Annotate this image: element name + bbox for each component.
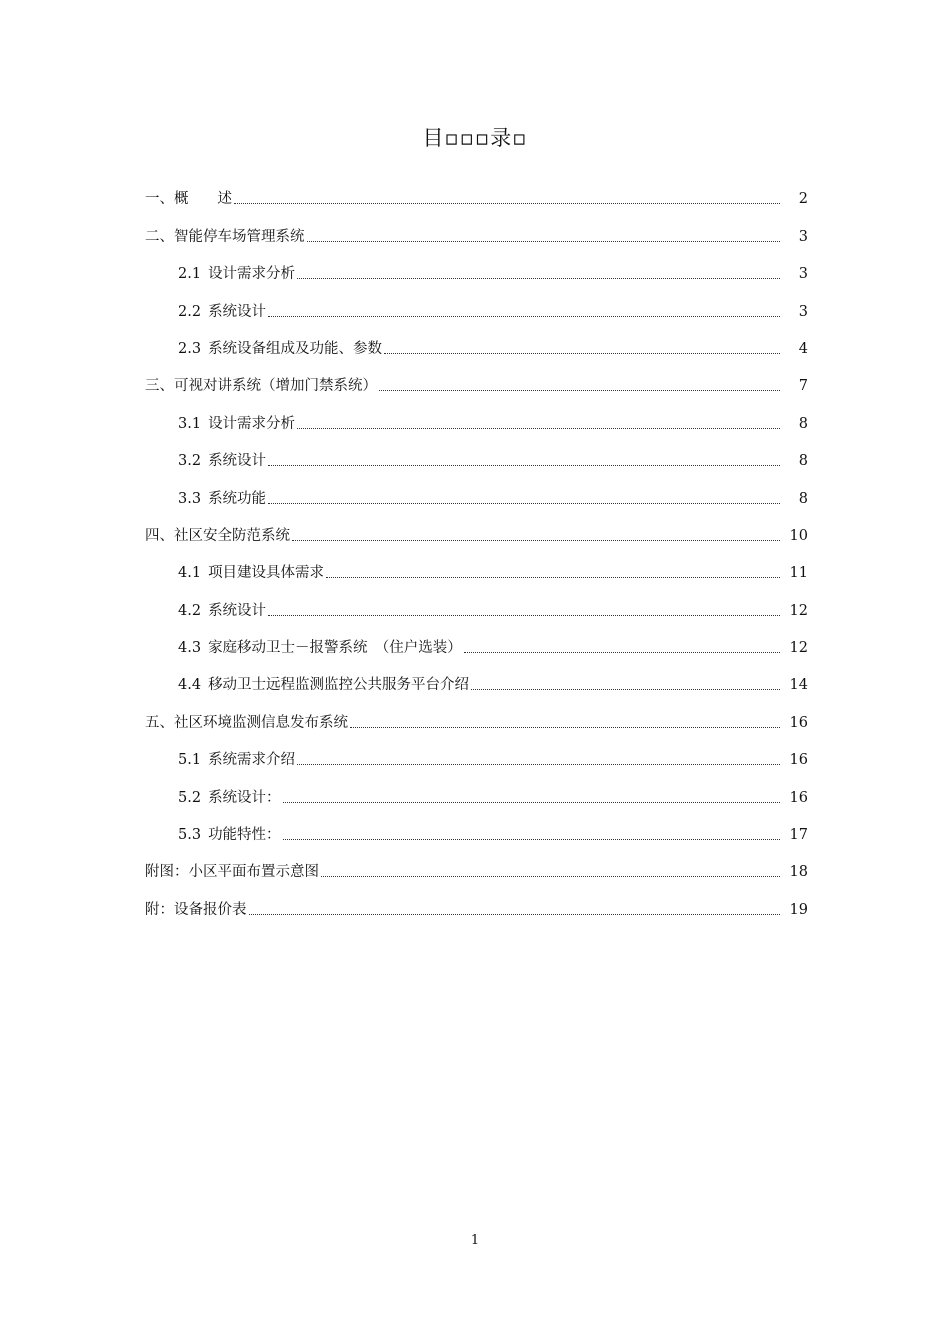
dot-leader (307, 241, 781, 242)
toc-entry-number: 4.3 (178, 640, 202, 657)
toc-entry-page: 7 (798, 378, 808, 395)
toc-entry-page: 10 (789, 527, 808, 544)
toc-entry-number: 4.1 (178, 565, 202, 582)
toc-entry-page: 12 (789, 640, 808, 657)
toc-entry-label: 四、社区安全防范系统 (145, 527, 290, 544)
toc-entry[interactable] (145, 171, 808, 208)
toc-entry-number: 3.3 (178, 490, 202, 507)
toc-entry-label: 一、概 述 (145, 191, 232, 208)
toc-entry-page: 2 (798, 191, 808, 208)
dot-leader (297, 278, 780, 279)
dot-leader (379, 390, 780, 391)
toc-entry-label: 系统设计 (208, 303, 267, 320)
dot-leader (283, 839, 780, 840)
dot-leader (350, 727, 780, 728)
toc-entry-number: 5.1 (178, 752, 202, 769)
toc-entry-label: 系统需求介绍 (208, 752, 296, 769)
toc-entry[interactable] (145, 844, 808, 881)
toc-title: 目▫▫▫录▫ (422, 126, 528, 150)
toc-entry-label: 系统设备组成及功能、参数 (208, 340, 383, 357)
toc-entry-label: 二、智能停车场管理系统 (145, 228, 305, 245)
page-number: 1 (470, 1233, 480, 1248)
toc-entry-label: 移动卫士远程监测监控公共服务平台介绍 (208, 677, 470, 694)
dot-leader (268, 615, 780, 616)
toc-entry-page: 17 (789, 827, 808, 844)
dot-leader (292, 540, 780, 541)
toc-entry[interactable] (145, 208, 808, 245)
dot-leader (471, 689, 780, 690)
toc-entry-label: 家庭移动卫士－报警系统 （住户选装） (208, 640, 462, 657)
toc-entry-label: 附：设备报价表 (145, 901, 247, 918)
toc-entry-page: 16 (789, 789, 808, 806)
toc-entry[interactable] (145, 470, 808, 507)
table-of-contents (145, 171, 808, 919)
toc-entry-page: 3 (798, 228, 808, 245)
toc-entry[interactable] (145, 283, 808, 320)
toc-entry-number: 4.2 (178, 602, 202, 619)
toc-entry-page: 8 (798, 490, 808, 507)
toc-entry[interactable] (145, 545, 808, 582)
toc-entry[interactable] (145, 881, 808, 918)
dot-leader (268, 316, 780, 317)
toc-entry[interactable] (145, 508, 808, 545)
dot-leader (283, 802, 780, 803)
toc-entry-page: 8 (798, 453, 808, 470)
toc-entry-label: 五、社区环境监测信息发布系统 (145, 714, 348, 731)
dot-leader (268, 465, 780, 466)
toc-entry-label: 功能特性： (208, 827, 281, 844)
dot-leader (268, 503, 780, 504)
toc-entry-label: 设计需求分析 (208, 415, 296, 432)
toc-entry-number: 2.3 (178, 340, 202, 357)
toc-entry-page: 4 (798, 340, 808, 357)
toc-entry-page: 12 (789, 602, 808, 619)
toc-entry-number: 3.1 (178, 415, 202, 432)
toc-entry-label: 系统设计 (208, 453, 267, 470)
toc-entry-label: 三、可视对讲系统（增加门禁系统） (145, 378, 377, 395)
dot-leader (297, 428, 780, 429)
dot-leader (321, 876, 780, 877)
toc-entry[interactable] (145, 395, 808, 432)
toc-entry-number: 2.2 (178, 303, 202, 320)
toc-entry-page: 3 (798, 303, 808, 320)
toc-entry[interactable] (145, 358, 808, 395)
dot-leader (464, 652, 780, 653)
toc-entry-label: 设计需求分析 (208, 266, 296, 283)
toc-entry[interactable] (145, 433, 808, 470)
dot-leader (297, 764, 780, 765)
dot-leader (249, 914, 781, 915)
toc-entry[interactable] (145, 620, 808, 657)
dot-leader (326, 577, 780, 578)
dot-leader (384, 353, 780, 354)
toc-entry-page: 18 (789, 864, 808, 881)
toc-entry-page: 11 (789, 565, 808, 582)
toc-entry-number: 5.3 (178, 827, 202, 844)
toc-entry-number: 3.2 (178, 453, 202, 470)
toc-entry-label: 系统功能 (208, 490, 267, 507)
toc-entry[interactable] (145, 807, 808, 844)
toc-entry[interactable] (145, 246, 808, 283)
toc-entry-label: 附图：小区平面布置示意图 (145, 864, 319, 881)
toc-entry-label: 项目建设具体需求 (208, 565, 325, 582)
toc-entry-page: 8 (798, 415, 808, 432)
toc-entry-number: 5.2 (178, 789, 202, 806)
toc-entry-label: 系统设计： (208, 789, 281, 806)
toc-entry[interactable] (145, 582, 808, 619)
toc-entry-page: 3 (798, 266, 808, 283)
toc-entry[interactable] (145, 732, 808, 769)
toc-entry-number: 4.4 (178, 677, 202, 694)
toc-entry[interactable] (145, 769, 808, 806)
toc-entry-number: 2.1 (178, 266, 202, 283)
toc-entry[interactable] (145, 694, 808, 731)
toc-entry[interactable] (145, 321, 808, 358)
toc-entry-page: 14 (789, 677, 808, 694)
toc-entry[interactable] (145, 657, 808, 694)
toc-entry-page: 19 (789, 901, 808, 918)
toc-entry-page: 16 (789, 752, 808, 769)
toc-entry-label: 系统设计 (208, 602, 267, 619)
dot-leader (234, 203, 780, 204)
toc-entry-page: 16 (789, 714, 808, 731)
